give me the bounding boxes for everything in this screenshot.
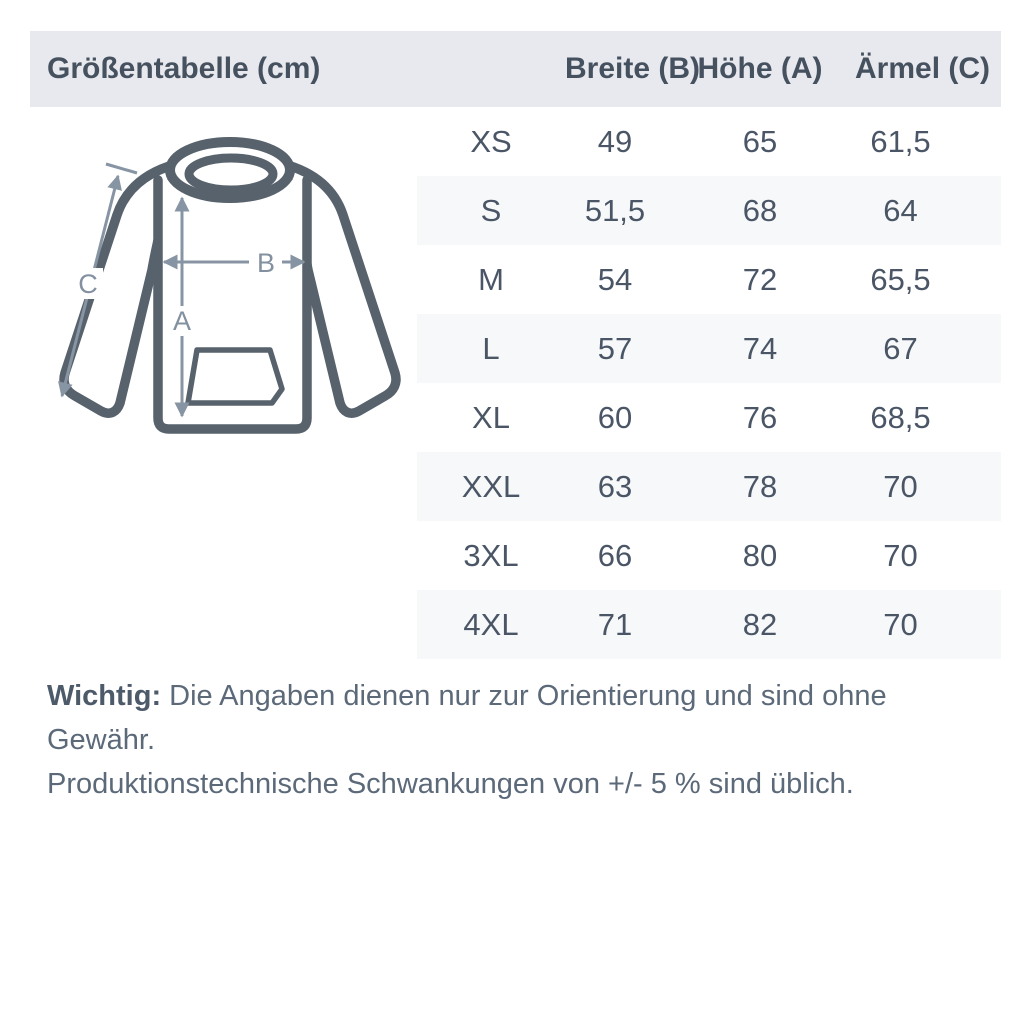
size-cell: XXL <box>461 468 521 504</box>
size-cell: 3XL <box>463 537 519 573</box>
height-label: A <box>172 306 192 336</box>
table-row <box>417 245 1001 314</box>
table-row <box>417 314 1001 383</box>
disclaimer-line2: Produktionstechnische Schwankungen von +/- 5 % sind üblich. <box>47 768 854 800</box>
aermel-cell: 70 <box>883 537 918 573</box>
column-headers <box>417 31 1001 107</box>
breite-cell: 57 <box>597 330 633 366</box>
table-row <box>417 107 1001 176</box>
column-header-breite: Breite (B) <box>565 52 701 85</box>
breite-cell: 51,5 <box>584 192 646 228</box>
breite-cell: 63 <box>597 468 633 504</box>
page-title: Größentabelle (cm) <box>47 52 321 85</box>
size-cell: 4XL <box>463 606 519 642</box>
aermel-cell: 70 <box>883 468 918 504</box>
table-row <box>417 452 1001 521</box>
size-table <box>417 107 1001 659</box>
size-cell: XL <box>472 399 510 435</box>
hoehe-cell: 72 <box>742 261 778 297</box>
breite-cell: 60 <box>597 399 633 435</box>
breite-cell: 71 <box>597 606 633 642</box>
table-row <box>417 590 1001 659</box>
hoehe-cell: 80 <box>742 537 778 573</box>
hoehe-cell: 65 <box>742 123 778 159</box>
column-header-hoehe: Höhe (A) <box>697 52 823 85</box>
hoehe-cell: 78 <box>742 468 778 504</box>
table-row <box>417 521 1001 590</box>
sleeve-label: C <box>78 269 98 299</box>
hoehe-cell: 68 <box>742 192 778 228</box>
breite-cell: 54 <box>597 261 633 297</box>
shoulder-tick <box>106 164 137 173</box>
size-cell: L <box>482 330 500 366</box>
table-row <box>417 383 1001 452</box>
size-cell: XS <box>470 123 512 159</box>
breite-cell: 49 <box>597 123 633 159</box>
hoodie-measurement-diagram <box>38 118 423 458</box>
aermel-cell: 68,5 <box>870 399 931 435</box>
size-cell: S <box>480 192 502 228</box>
column-header-aermel: Ärmel (C) <box>855 52 991 85</box>
table-header-bar <box>30 31 1001 107</box>
aermel-cell: 67 <box>883 330 918 366</box>
aermel-cell: 70 <box>883 606 918 642</box>
hoehe-cell: 82 <box>742 606 778 642</box>
breite-cell: 66 <box>597 537 633 573</box>
hood-opening <box>189 158 273 190</box>
hoodie-pocket <box>188 350 282 403</box>
aermel-cell: 65,5 <box>870 261 931 297</box>
table-row <box>417 176 1001 245</box>
disclaimer-note <box>47 674 977 806</box>
aermel-cell: 61,5 <box>870 123 931 159</box>
width-label: B <box>256 248 276 278</box>
disclaimer-label: Wichtig: <box>47 680 162 712</box>
disclaimer-line1: Die Angaben dienen nur zur Orientierung und sind ohne Gewähr. <box>47 680 887 756</box>
aermel-cell: 64 <box>883 192 918 228</box>
hoehe-cell: 74 <box>742 330 778 366</box>
hoehe-cell: 76 <box>742 399 778 435</box>
size-cell: M <box>478 261 504 297</box>
